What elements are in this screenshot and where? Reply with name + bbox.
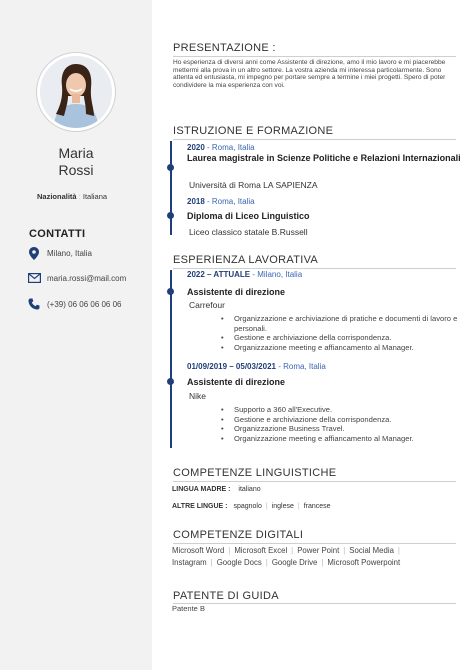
separator: | — [297, 503, 300, 510]
contact-location-text: Milano, Italia — [47, 248, 92, 258]
digital-skills-list — [172, 545, 462, 568]
presentazione-text: Ho esperienza di diversi anni come Assistente di direzione, amo il mio lavoro e mi piacerebbe mettermi alla prova in un altro settore. La vostra azienda mi interessa particolarmente. Sono attenta ed entusiasta, mi impegno per portare sempre a termine i miei progetti. Spero di poter condividere la mia esperienza con voi. — [173, 59, 446, 89]
section-divider — [173, 56, 456, 57]
edu-degree-2: Diploma di Liceo Linguistico — [187, 211, 310, 221]
job-location-1: - Milano, Italia — [250, 270, 303, 279]
edu-school-1: Università di Roma LA SAPIENZA — [189, 180, 318, 190]
job-date-2 — [187, 362, 326, 371]
separator: | — [210, 557, 213, 567]
section-divider — [173, 603, 456, 604]
edu-date-1 — [187, 143, 255, 152]
mail-icon — [27, 271, 41, 285]
section-divider — [173, 139, 456, 140]
sidebar — [0, 0, 152, 670]
contact-email-text[interactable]: maria.rossi@mail.com — [47, 273, 127, 283]
phone-icon — [27, 297, 41, 311]
job-role-1: Assistente di direzione — [187, 287, 286, 297]
section-title-digitali: COMPETENZE DIGITALI — [173, 529, 304, 541]
contact-location — [27, 246, 92, 260]
job-task: • Organizzazione e archiviazione di pratiche e documenti di lavoro e personali. — [234, 314, 464, 333]
separator: | — [397, 546, 400, 555]
edu-school-2: Liceo classico statale B.Russell — [189, 227, 308, 237]
contacts-title: CONTATTI — [29, 228, 86, 240]
timeline-dot — [167, 212, 174, 219]
section-title-esperienza: ESPERIENZA LAVORATIVA — [173, 254, 319, 266]
job-tasks-1 — [234, 314, 464, 352]
profile-photo — [37, 53, 115, 131]
skill-item: Microsoft Excel — [234, 546, 288, 555]
experience-timeline-line — [170, 270, 172, 448]
mother-tongue-value: italiano — [238, 486, 261, 493]
job-role-2: Assistente di direzione — [187, 377, 286, 387]
profile-photo-illustration — [40, 56, 112, 128]
job-tasks-2 — [234, 405, 464, 443]
edu-location-1: - Roma, Italia — [204, 143, 255, 152]
language-item: spagnolo — [233, 503, 262, 510]
main-content — [152, 0, 474, 670]
section-divider — [173, 543, 456, 544]
skill-item: Social Media — [349, 546, 394, 555]
skill-item: Instagram — [172, 557, 207, 567]
mother-tongue-row — [172, 486, 261, 493]
other-languages-row — [172, 503, 331, 510]
driving-license-value: Patente B — [172, 604, 205, 613]
mother-tongue-label: LINGUA MADRE : — [172, 486, 231, 493]
job-task: • Gestione e archiviazione della corrispondenza. — [234, 333, 464, 343]
job-task: • Organizzazione meeting e affiancamento al Manager. — [234, 434, 464, 444]
timeline-dot — [167, 378, 174, 385]
job-task: • Organizzazione meeting e affiancamento al Manager. — [234, 343, 464, 353]
skill-item: Power Point — [297, 546, 340, 555]
section-divider — [173, 268, 456, 269]
section-title-presentazione: PRESENTAZIONE : — [173, 42, 276, 54]
education-timeline-line — [170, 141, 172, 235]
separator: | — [291, 546, 294, 555]
edu-year-1: 2020 — [187, 143, 205, 152]
job-task: • Supporto a 360 all'Executive. — [234, 405, 464, 415]
section-divider — [173, 481, 456, 482]
nationality-label: Nazionalità — [37, 192, 77, 201]
nationality-separator: : — [78, 192, 83, 201]
skill-item: Google Docs — [216, 557, 262, 567]
separator: | — [265, 557, 268, 567]
contact-phone[interactable] — [27, 297, 122, 311]
timeline-dot — [167, 288, 174, 295]
location-pin-icon — [27, 246, 41, 260]
edu-year-2: 2018 — [187, 197, 205, 206]
separator: | — [228, 546, 231, 555]
language-item: inglese — [271, 503, 294, 510]
contact-phone-text[interactable]: (+39) 06 06 06 06 06 — [47, 299, 122, 309]
separator: | — [343, 546, 346, 555]
language-item: francese — [303, 503, 331, 510]
separator: | — [265, 503, 268, 510]
skill-item: Google Drive — [271, 557, 318, 567]
job-date-1 — [187, 270, 302, 279]
job-period-2: 01/09/2019 – 05/03/2021 — [187, 362, 276, 371]
section-title-lingue: COMPETENZE LINGUISTICHE — [173, 467, 337, 479]
job-task: • Gestione e archiviazione della corrispondenza. — [234, 415, 464, 425]
nationality — [37, 192, 107, 201]
edu-location-2: - Roma, Italia — [204, 197, 255, 206]
job-location-2: - Roma, Italia — [275, 362, 326, 371]
separator: | — [321, 557, 324, 567]
last-name: Rossi — [58, 162, 94, 178]
job-company-2: Nike — [189, 391, 207, 401]
other-languages-label: ALTRE LINGUE : — [172, 503, 228, 510]
nationality-value: Italiana — [82, 192, 108, 201]
skill-item: Microsoft Powerpoint — [327, 557, 401, 567]
edu-date-2 — [187, 197, 255, 206]
skill-item: Microsoft Word — [172, 546, 225, 555]
section-title-patente: PATENTE DI GUIDA — [173, 590, 279, 602]
edu-degree-1: Laurea magistrale in Scienze Politiche e Relazioni Internazionali — [187, 153, 461, 163]
section-title-istruzione: ISTRUZIONE E FORMAZIONE — [173, 125, 334, 137]
timeline-dot — [167, 164, 174, 171]
contact-email[interactable] — [27, 271, 126, 285]
job-period-1: 2022 – ATTUALE — [187, 270, 251, 279]
job-company-1: Carrefour — [189, 300, 225, 310]
job-task: • Organizzazione Business Travel. — [234, 424, 464, 434]
first-name: Maria — [58, 145, 94, 161]
